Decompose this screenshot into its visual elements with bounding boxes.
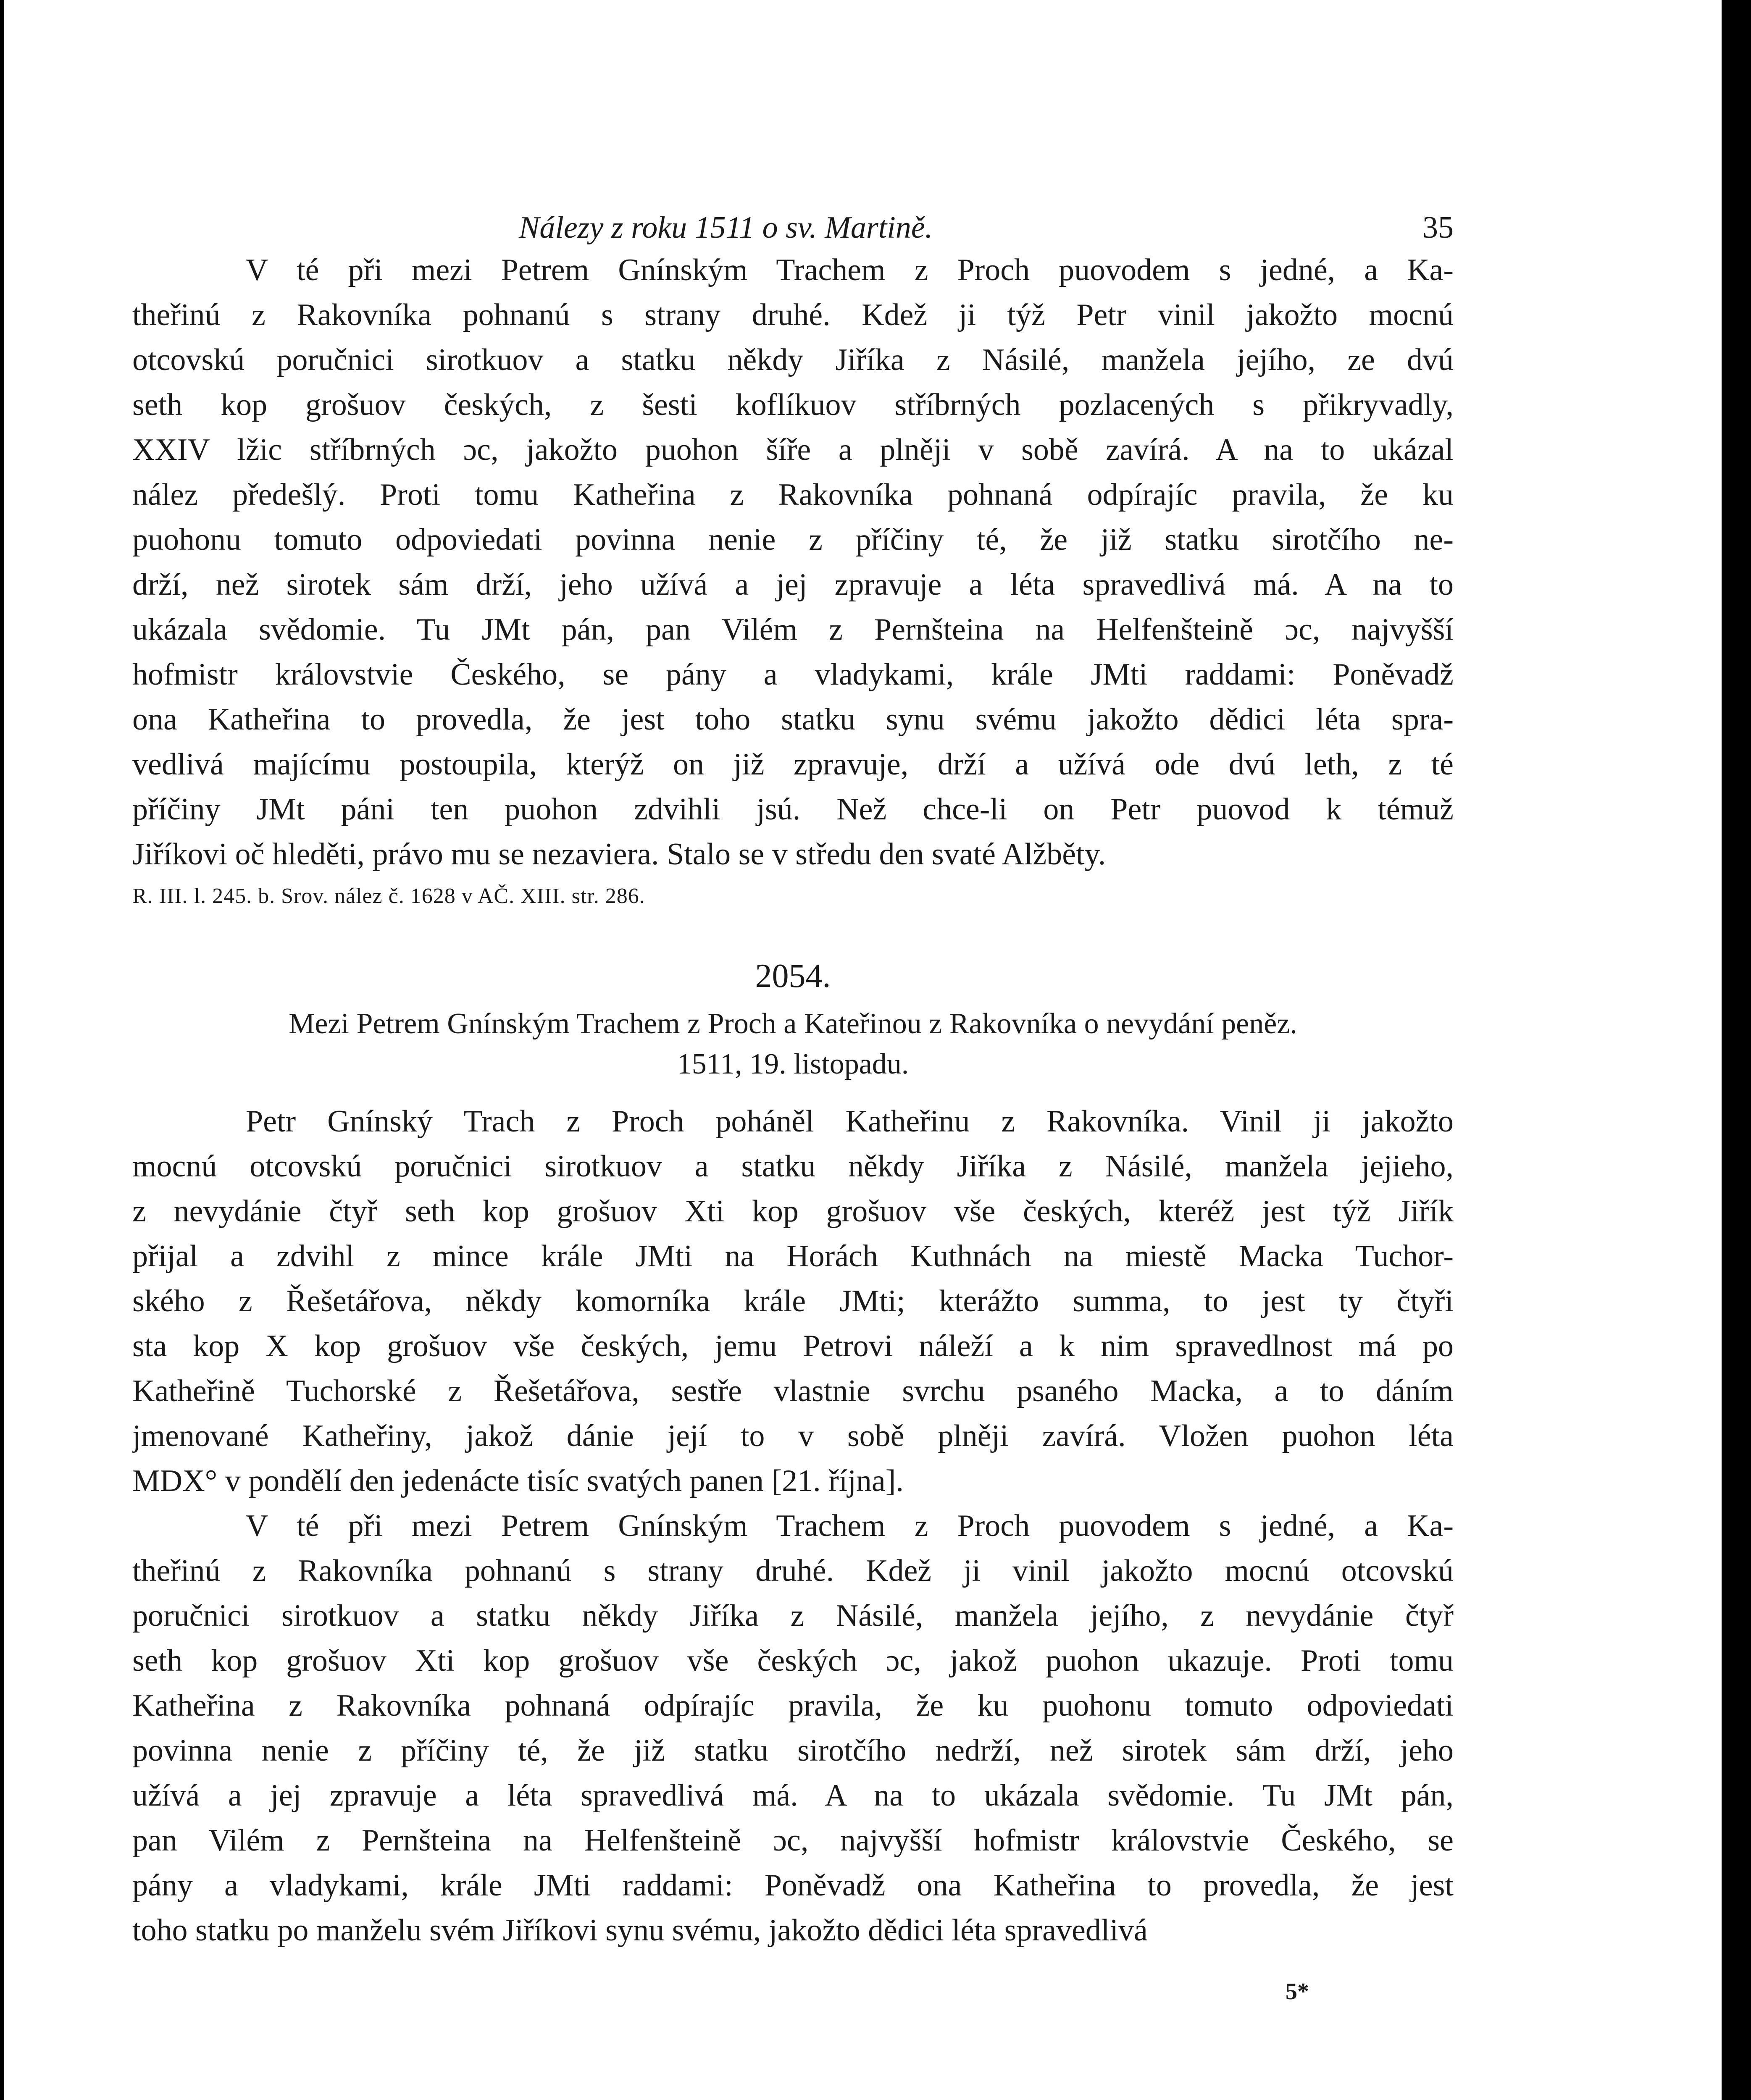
text-line: theřinú z Rakovníka pohnanú s strany druhé. Kdež ji týž Petr vinil jakožto mocnú bbox=[132, 298, 1454, 332]
text-line: Jiříkovi oč hleděti, právo mu se nezaviera. Stalo se v středu den svaté Alžběty. bbox=[132, 837, 1106, 872]
text-line: jmenované Katheřiny, jakož dánie její to v sobě plněji zavírá. Vložen puohon léta bbox=[132, 1419, 1454, 1453]
signature-mark: 5* bbox=[1286, 1979, 1309, 2005]
text-line: pány a vladykami, krále JMti raddami: Poněvadž ona Katheřina to provedla, že jest bbox=[132, 1868, 1454, 1903]
paragraph-2 bbox=[132, 1099, 1454, 1504]
text-line: toho statku po manželu svém Jiříkovi synu svému, jakožto dědici léta spravedlivá bbox=[132, 1913, 1148, 1948]
text-line: vedlivá majícímu postoupila, kterýž on již zpravuje, drží a užívá ode dvú leth, z té bbox=[132, 747, 1454, 782]
text-line: V té při mezi Petrem Gnínským Trachem z Proch puovodem s jedné, a Ka- bbox=[246, 1509, 1454, 1543]
text-line: Petr Gnínský Trach z Proch poháněl Katheřinu z Rakovníka. Vinil ji jakožto bbox=[246, 1104, 1454, 1139]
text-line: Katheřině Tuchorské z Řešetářova, sestře vlastnie svrchu psaného Macka, a to dáním bbox=[132, 1374, 1454, 1408]
text-line: Katheřina z Rakovníka pohnaná odpírajíc pravila, že ku puohonu tomuto odpoviedati bbox=[132, 1688, 1454, 1723]
text-line: hofmistr královstvie Českého, se pány a vladykami, krále JMti raddami: Poněvadž bbox=[132, 657, 1454, 692]
text-line: poručnici sirotkuov a statku někdy Jiříka z Násilé, manžela jejího, z nevydánie čtyř bbox=[132, 1599, 1454, 1633]
text-line: V té při mezi Petrem Gnínským Trachem z Proch puovodem s jedné, a Ka- bbox=[246, 253, 1454, 287]
source-reference: R. III. l. 245. b. Srov. nález č. 1628 v AČ. XIII. str. 286. bbox=[132, 884, 645, 908]
text-line: přijal a zdvihl z mince krále JMti na Horách Kuthnách na miestě Macka Tuchor- bbox=[132, 1239, 1454, 1273]
text-line: z nevydánie čtyř seth kop grošuov Xti kop grošuov vše českých, kteréž jest týž Jiřík bbox=[132, 1194, 1454, 1228]
text-line: seth kop grošuov Xti kop grošuov vše českých ɔc, jakož puohon ukazuje. Proti tomu bbox=[132, 1643, 1454, 1678]
text-line: sta kop X kop grošuov vše českých, jemu Petrovi náleží a k nim spravedlnost má po bbox=[132, 1329, 1454, 1363]
entry-summary-line-1: Mezi Petrem Gnínským Trachem z Proch a Kateřinou z Rakovníka o nevydání peněz. bbox=[289, 1008, 1297, 1040]
text-line: XXIV lžic stříbrných ɔc, jakožto puohon šíře a plněji v sobě zavírá. A na to ukázal bbox=[132, 433, 1454, 467]
book-page bbox=[132, 202, 1454, 1953]
text-line: seth kop grošuov českých, z šesti koflíkuov stříbrných pozlacených s přikryvadly, bbox=[132, 388, 1454, 422]
text-line: ukázala svědomie. Tu JMt pán, pan Vilém z Pernšteina na Helfenšteině ɔc, najvyšší bbox=[132, 612, 1454, 647]
text-line: puohonu tomuto odpoviedati povinna nenie z příčiny té, že již statku sirotčího ne- bbox=[132, 522, 1454, 557]
text-line: užívá a jej zpravuje a léta spravedlivá má. A na to ukázala svědomie. Tu JMt pán, bbox=[132, 1778, 1454, 1813]
text-line: ského z Řešetářova, někdy komorníka krále JMti; kterážto summa, to jest ty čtyři bbox=[132, 1284, 1454, 1318]
text-line: otcovskú poručnici sirotkuov a statku někdy Jiříka z Násilé, manžela jejího, ze dvú bbox=[132, 343, 1454, 377]
scan-border-right bbox=[1722, 0, 1751, 2100]
running-title: Nálezy z roku 1511 o sv. Martině. bbox=[519, 210, 933, 245]
paragraph-3 bbox=[132, 1504, 1454, 1953]
text-line: theřinú z Rakovníka pohnanú s strany druhé. Kdež ji vinil jakožto mocnú otcovskú bbox=[132, 1554, 1454, 1588]
entry-number: 2054. bbox=[755, 958, 831, 995]
scan-border-left bbox=[0, 0, 4, 2100]
text-line: příčiny JMt páni ten puohon zdvihli jsú. Než chce-li on Petr puovod k témuž bbox=[132, 792, 1454, 827]
page-number: 35 bbox=[1422, 210, 1454, 245]
paragraph-1 bbox=[132, 248, 1454, 877]
text-line: mocnú otcovskú poručnici sirotkuov a statku někdy Jiříka z Násilé, manžela jejieho, bbox=[132, 1149, 1454, 1184]
text-line: pan Vilém z Pernšteina na Helfenšteině ɔc, najvyšší hofmistr královstvie Českého, se bbox=[132, 1823, 1454, 1858]
text-line: drží, než sirotek sám drží, jeho užívá a jej zpravuje a léta spravedlivá má. A na to bbox=[132, 567, 1454, 602]
running-header bbox=[132, 202, 1454, 248]
text-line: MDX° v pondělí den jedenácte tisíc svatých panen [21. října]. bbox=[132, 1464, 904, 1498]
entry-summary-date: 1511, 19. listopadu. bbox=[677, 1048, 909, 1080]
text-line: povinna nenie z příčiny té, že již statku sirotčího nedrží, než sirotek sám drží, jeho bbox=[132, 1733, 1454, 1768]
text-line: ona Katheřina to provedla, že jest toho statku synu svému jakožto dědici léta spra- bbox=[132, 702, 1454, 737]
text-line: nález předešlý. Proti tomu Katheřina z Rakovníka pohnaná odpírajíc pravila, že ku bbox=[132, 478, 1454, 512]
entry-summary bbox=[132, 1004, 1454, 1084]
